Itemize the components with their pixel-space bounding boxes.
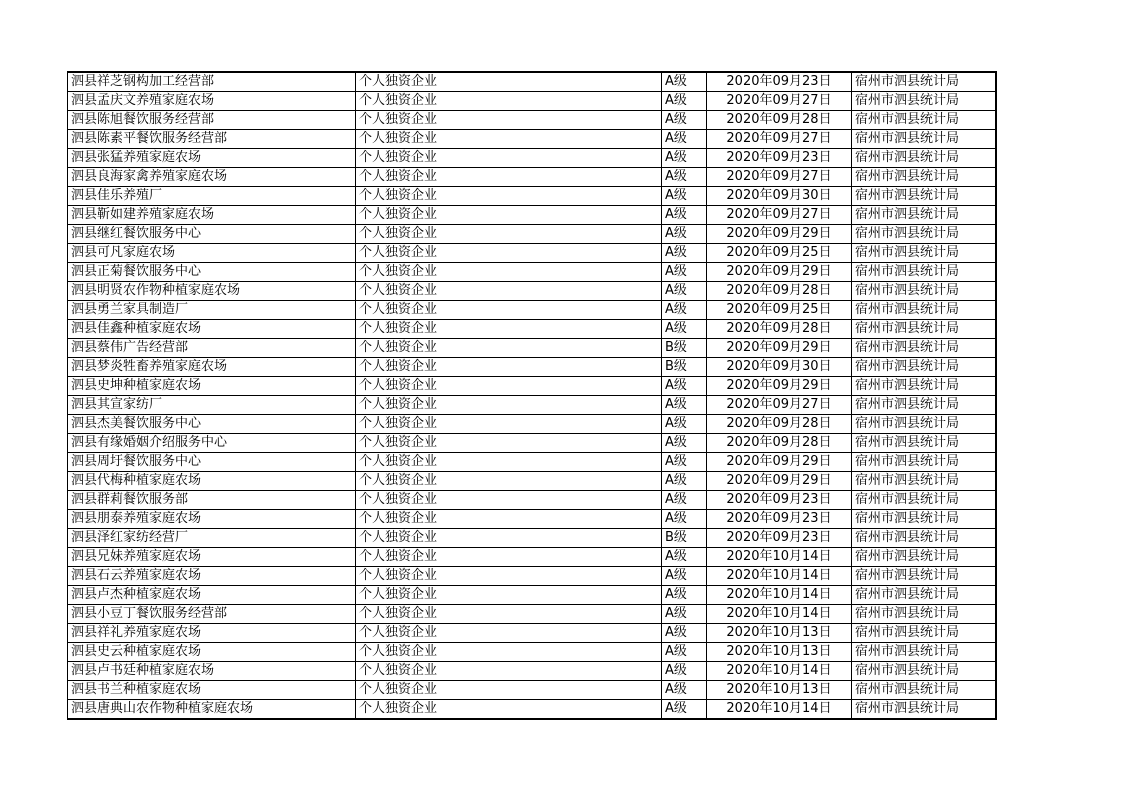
- enterprise-type-cell: 个人独资企业: [356, 700, 662, 720]
- company-name-cell: 泗县蔡伟广告经营部: [68, 339, 356, 358]
- company-name-cell: 泗县勇兰家具制造厂: [68, 301, 356, 320]
- table-row: [68, 548, 996, 567]
- rating-date-cell: 2020年09月28日: [707, 282, 852, 301]
- rating-date-cell: 2020年09月23日: [707, 529, 852, 548]
- enterprise-type-cell: 个人独资企业: [356, 282, 662, 301]
- credit-grade-cell: B级: [662, 529, 707, 548]
- rating-date-cell: 2020年09月27日: [707, 396, 852, 415]
- issuing-authority-cell: 宿州市泗县统计局: [852, 529, 996, 548]
- rating-date-cell: 2020年09月28日: [707, 434, 852, 453]
- enterprise-type-cell: 个人独资企业: [356, 434, 662, 453]
- company-name-cell: 泗县靳如建养殖家庭农场: [68, 206, 356, 225]
- enterprise-type-cell: 个人独资企业: [356, 605, 662, 624]
- enterprise-type-cell: 个人独资企业: [356, 681, 662, 700]
- company-name-cell: 泗县群莉餐饮服务部: [68, 491, 356, 510]
- company-name-cell: 泗县陈素平餐饮服务经营部: [68, 130, 356, 149]
- issuing-authority-cell: 宿州市泗县统计局: [852, 700, 996, 720]
- enterprise-type-cell: 个人独资企业: [356, 320, 662, 339]
- issuing-authority-cell: 宿州市泗县统计局: [852, 168, 996, 187]
- table-row: [68, 453, 996, 472]
- rating-date-cell: 2020年09月27日: [707, 168, 852, 187]
- company-name-cell: 泗县继红餐饮服务中心: [68, 225, 356, 244]
- company-name-cell: 泗县唐典山农作物种植家庭农场: [68, 700, 356, 720]
- table-row: [68, 396, 996, 415]
- rating-date-cell: 2020年09月25日: [707, 301, 852, 320]
- table-row: [68, 624, 996, 643]
- issuing-authority-cell: 宿州市泗县统计局: [852, 111, 996, 130]
- issuing-authority-cell: 宿州市泗县统计局: [852, 567, 996, 586]
- enterprise-type-cell: 个人独资企业: [356, 643, 662, 662]
- issuing-authority-cell: 宿州市泗县统计局: [852, 510, 996, 529]
- credit-grade-cell: A级: [662, 605, 707, 624]
- enterprise-type-cell: 个人独资企业: [356, 491, 662, 510]
- rating-date-cell: 2020年09月29日: [707, 472, 852, 491]
- credit-grade-cell: A级: [662, 187, 707, 206]
- table-row: [68, 510, 996, 529]
- rating-date-cell: 2020年09月29日: [707, 339, 852, 358]
- credit-grade-cell: A级: [662, 301, 707, 320]
- enterprise-type-cell: 个人独资企业: [356, 206, 662, 225]
- enterprise-type-cell: 个人独资企业: [356, 358, 662, 377]
- rating-date-cell: 2020年09月23日: [707, 72, 852, 92]
- rating-date-cell: 2020年10月13日: [707, 643, 852, 662]
- company-name-cell: 泗县杰美餐饮服务中心: [68, 415, 356, 434]
- company-name-cell: 泗县史云种植家庭农场: [68, 643, 356, 662]
- credit-grade-cell: A级: [662, 320, 707, 339]
- table-row: [68, 92, 996, 111]
- rating-date-cell: 2020年09月23日: [707, 510, 852, 529]
- enterprise-type-cell: 个人独资企业: [356, 624, 662, 643]
- company-name-cell: 泗县卢书廷种植家庭农场: [68, 662, 356, 681]
- enterprise-type-cell: 个人独资企业: [356, 415, 662, 434]
- table-row: [68, 72, 996, 92]
- table-row: [68, 472, 996, 491]
- company-name-cell: 泗县孟庆文养殖家庭农场: [68, 92, 356, 111]
- company-name-cell: 泗县泽红家纺经营厂: [68, 529, 356, 548]
- rating-date-cell: 2020年09月30日: [707, 187, 852, 206]
- enterprise-type-cell: 个人独资企业: [356, 168, 662, 187]
- enterprise-type-cell: 个人独资企业: [356, 472, 662, 491]
- issuing-authority-cell: 宿州市泗县统计局: [852, 301, 996, 320]
- rating-date-cell: 2020年09月23日: [707, 149, 852, 168]
- enterprise-type-cell: 个人独资企业: [356, 72, 662, 92]
- table-row: [68, 529, 996, 548]
- rating-date-cell: 2020年09月28日: [707, 320, 852, 339]
- rating-date-cell: 2020年09月27日: [707, 206, 852, 225]
- credit-grade-cell: A级: [662, 72, 707, 92]
- table-row: [68, 358, 996, 377]
- issuing-authority-cell: 宿州市泗县统计局: [852, 358, 996, 377]
- table-row: [68, 434, 996, 453]
- credit-grade-cell: A级: [662, 624, 707, 643]
- table-row: [68, 662, 996, 681]
- table-row: [68, 225, 996, 244]
- rating-date-cell: 2020年10月14日: [707, 605, 852, 624]
- rating-date-cell: 2020年09月28日: [707, 111, 852, 130]
- rating-date-cell: 2020年10月13日: [707, 624, 852, 643]
- table-row: [68, 643, 996, 662]
- table-row: [68, 301, 996, 320]
- issuing-authority-cell: 宿州市泗县统计局: [852, 662, 996, 681]
- rating-date-cell: 2020年09月25日: [707, 244, 852, 263]
- credit-grade-cell: A级: [662, 434, 707, 453]
- credit-grade-cell: A级: [662, 662, 707, 681]
- table-row: [68, 168, 996, 187]
- enterprise-type-cell: 个人独资企业: [356, 111, 662, 130]
- credit-grade-cell: A级: [662, 168, 707, 187]
- credit-grade-cell: A级: [662, 548, 707, 567]
- issuing-authority-cell: 宿州市泗县统计局: [852, 92, 996, 111]
- issuing-authority-cell: 宿州市泗县统计局: [852, 491, 996, 510]
- table-row: [68, 567, 996, 586]
- credit-grade-cell: B级: [662, 339, 707, 358]
- issuing-authority-cell: 宿州市泗县统计局: [852, 244, 996, 263]
- credit-grade-cell: A级: [662, 643, 707, 662]
- company-name-cell: 泗县卢杰种植家庭农场: [68, 586, 356, 605]
- issuing-authority-cell: 宿州市泗县统计局: [852, 149, 996, 168]
- credit-grade-cell: A级: [662, 282, 707, 301]
- enterprise-type-cell: 个人独资企业: [356, 396, 662, 415]
- issuing-authority-cell: 宿州市泗县统计局: [852, 320, 996, 339]
- enterprise-type-cell: 个人独资企业: [356, 301, 662, 320]
- company-name-cell: 泗县有缘婚姻介绍服务中心: [68, 434, 356, 453]
- company-name-cell: 泗县佳乐养殖厂: [68, 187, 356, 206]
- rating-date-cell: 2020年09月27日: [707, 92, 852, 111]
- issuing-authority-cell: 宿州市泗县统计局: [852, 434, 996, 453]
- table-row: [68, 187, 996, 206]
- table-row: [68, 130, 996, 149]
- rating-date-cell: 2020年10月13日: [707, 681, 852, 700]
- table-row: [68, 111, 996, 130]
- table-row: [68, 263, 996, 282]
- rating-date-cell: 2020年10月14日: [707, 548, 852, 567]
- company-name-cell: 泗县正菊餐饮服务中心: [68, 263, 356, 282]
- table-row: [68, 586, 996, 605]
- issuing-authority-cell: 宿州市泗县统计局: [852, 339, 996, 358]
- company-name-cell: 泗县祥芝钢构加工经营部: [68, 72, 356, 92]
- table-body: [68, 72, 996, 719]
- company-name-cell: 泗县史坤种植家庭农场: [68, 377, 356, 396]
- credit-grade-cell: A级: [662, 263, 707, 282]
- rating-date-cell: 2020年09月29日: [707, 453, 852, 472]
- enterprise-type-cell: 个人独资企业: [356, 586, 662, 605]
- company-name-cell: 泗县书兰种植家庭农场: [68, 681, 356, 700]
- table-row: [68, 206, 996, 225]
- enterprise-type-cell: 个人独资企业: [356, 92, 662, 111]
- credit-grade-cell: A级: [662, 586, 707, 605]
- enterprise-type-cell: 个人独资企业: [356, 453, 662, 472]
- rating-date-cell: 2020年09月23日: [707, 491, 852, 510]
- issuing-authority-cell: 宿州市泗县统计局: [852, 377, 996, 396]
- enterprise-type-cell: 个人独资企业: [356, 377, 662, 396]
- rating-date-cell: 2020年09月29日: [707, 263, 852, 282]
- issuing-authority-cell: 宿州市泗县统计局: [852, 225, 996, 244]
- rating-date-cell: 2020年10月14日: [707, 567, 852, 586]
- credit-grade-cell: A级: [662, 206, 707, 225]
- issuing-authority-cell: 宿州市泗县统计局: [852, 282, 996, 301]
- enterprise-type-cell: 个人独资企业: [356, 339, 662, 358]
- issuing-authority-cell: 宿州市泗县统计局: [852, 415, 996, 434]
- credit-grade-cell: A级: [662, 244, 707, 263]
- issuing-authority-cell: 宿州市泗县统计局: [852, 624, 996, 643]
- enterprise-type-cell: 个人独资企业: [356, 510, 662, 529]
- credit-grade-cell: A级: [662, 567, 707, 586]
- credit-grade-cell: B级: [662, 358, 707, 377]
- company-name-cell: 泗县佳鑫种植家庭农场: [68, 320, 356, 339]
- company-name-cell: 泗县张猛养殖家庭农场: [68, 149, 356, 168]
- credit-grade-cell: A级: [662, 700, 707, 720]
- credit-grade-cell: A级: [662, 453, 707, 472]
- issuing-authority-cell: 宿州市泗县统计局: [852, 586, 996, 605]
- enterprise-type-cell: 个人独资企业: [356, 263, 662, 282]
- credit-grade-cell: A级: [662, 472, 707, 491]
- table-row: [68, 681, 996, 700]
- company-name-cell: 泗县良海家禽养殖家庭农场: [68, 168, 356, 187]
- issuing-authority-cell: 宿州市泗县统计局: [852, 548, 996, 567]
- company-name-cell: 泗县其宣家纺厂: [68, 396, 356, 415]
- enterprise-type-cell: 个人独资企业: [356, 529, 662, 548]
- issuing-authority-cell: 宿州市泗县统计局: [852, 453, 996, 472]
- issuing-authority-cell: 宿州市泗县统计局: [852, 472, 996, 491]
- table-row: [68, 339, 996, 358]
- rating-date-cell: 2020年09月27日: [707, 130, 852, 149]
- company-name-cell: 泗县梦炎牲畜养殖家庭农场: [68, 358, 356, 377]
- credit-grade-cell: A级: [662, 111, 707, 130]
- rating-date-cell: 2020年09月30日: [707, 358, 852, 377]
- company-name-cell: 泗县可凡家庭农场: [68, 244, 356, 263]
- company-name-cell: 泗县朋泰养殖家庭农场: [68, 510, 356, 529]
- enterprise-type-cell: 个人独资企业: [356, 149, 662, 168]
- credit-grade-cell: A级: [662, 225, 707, 244]
- table-row: [68, 605, 996, 624]
- issuing-authority-cell: 宿州市泗县统计局: [852, 605, 996, 624]
- company-name-cell: 泗县小豆丁餐饮服务经营部: [68, 605, 356, 624]
- table-row: [68, 415, 996, 434]
- enterprise-type-cell: 个人独资企业: [356, 187, 662, 206]
- credit-grade-cell: A级: [662, 396, 707, 415]
- table-row: [68, 377, 996, 396]
- credit-grade-cell: A级: [662, 92, 707, 111]
- company-name-cell: 泗县兄妹养殖家庭农场: [68, 548, 356, 567]
- company-name-cell: 泗县陈旭餐饮服务经营部: [68, 111, 356, 130]
- company-name-cell: 泗县明贤农作物种植家庭农场: [68, 282, 356, 301]
- company-name-cell: 泗县祥礼养殖家庭农场: [68, 624, 356, 643]
- table-row: [68, 244, 996, 263]
- issuing-authority-cell: 宿州市泗县统计局: [852, 643, 996, 662]
- rating-date-cell: 2020年09月28日: [707, 415, 852, 434]
- credit-grade-cell: A级: [662, 491, 707, 510]
- table-row: [68, 700, 996, 720]
- credit-grade-cell: A级: [662, 130, 707, 149]
- table-row: [68, 149, 996, 168]
- enterprise-type-cell: 个人独资企业: [356, 567, 662, 586]
- credit-grade-cell: A级: [662, 415, 707, 434]
- issuing-authority-cell: 宿州市泗县统计局: [852, 396, 996, 415]
- credit-grade-cell: A级: [662, 681, 707, 700]
- rating-date-cell: 2020年10月14日: [707, 586, 852, 605]
- issuing-authority-cell: 宿州市泗县统计局: [852, 681, 996, 700]
- credit-grade-cell: A级: [662, 377, 707, 396]
- rating-date-cell: 2020年10月14日: [707, 662, 852, 681]
- rating-date-cell: 2020年10月14日: [707, 700, 852, 720]
- enterprise-type-cell: 个人独资企业: [356, 662, 662, 681]
- table-row: [68, 320, 996, 339]
- company-name-cell: 泗县周圩餐饮服务中心: [68, 453, 356, 472]
- issuing-authority-cell: 宿州市泗县统计局: [852, 206, 996, 225]
- table-row: [68, 491, 996, 510]
- issuing-authority-cell: 宿州市泗县统计局: [852, 263, 996, 282]
- credit-grade-cell: A级: [662, 149, 707, 168]
- credit-rating-table: [67, 71, 997, 720]
- rating-date-cell: 2020年09月29日: [707, 225, 852, 244]
- enterprise-type-cell: 个人独资企业: [356, 225, 662, 244]
- company-name-cell: 泗县代梅种植家庭农场: [68, 472, 356, 491]
- company-name-cell: 泗县石云养殖家庭农场: [68, 567, 356, 586]
- issuing-authority-cell: 宿州市泗县统计局: [852, 130, 996, 149]
- table-row: [68, 282, 996, 301]
- credit-grade-cell: A级: [662, 510, 707, 529]
- issuing-authority-cell: 宿州市泗县统计局: [852, 187, 996, 206]
- enterprise-type-cell: 个人独资企业: [356, 548, 662, 567]
- issuing-authority-cell: 宿州市泗县统计局: [852, 72, 996, 92]
- rating-date-cell: 2020年09月29日: [707, 377, 852, 396]
- enterprise-type-cell: 个人独资企业: [356, 130, 662, 149]
- enterprise-type-cell: 个人独资企业: [356, 244, 662, 263]
